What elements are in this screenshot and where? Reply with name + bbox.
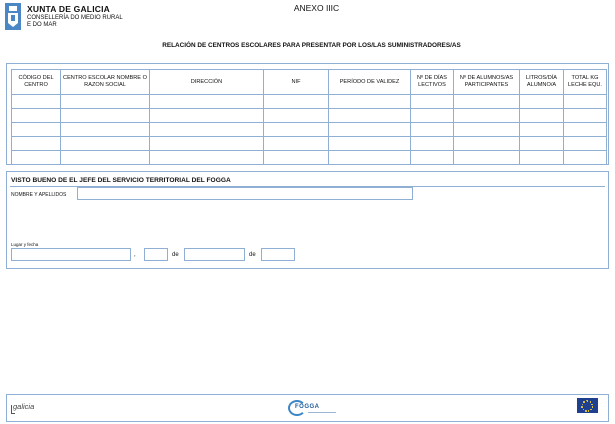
column-header: PERÍODO DE VALIDEZ [329, 70, 411, 95]
column-header: Nº DE ALUMNOS/AS PARTICIPANTES [454, 70, 520, 95]
table-cell[interactable] [564, 137, 607, 151]
galicia-logo: galicia [13, 402, 35, 411]
de-separator: de [172, 252, 179, 258]
table-cell[interactable] [520, 109, 564, 123]
fogga-wordmark: FOGGA [295, 404, 320, 410]
table-cell[interactable] [564, 123, 607, 137]
table-cell[interactable] [150, 151, 264, 165]
table-cell[interactable] [150, 95, 264, 109]
place-field[interactable] [11, 248, 131, 261]
table-cell[interactable] [520, 123, 564, 137]
table-cell[interactable] [264, 137, 329, 151]
table-cell[interactable] [12, 123, 61, 137]
table-row [12, 95, 607, 109]
table-row [12, 137, 607, 151]
annex-label: ANEXO IIIC [293, 3, 340, 13]
eu-caption [576, 414, 599, 417]
table-cell[interactable] [411, 151, 454, 165]
table-cell[interactable] [329, 95, 411, 109]
table-cell[interactable] [12, 109, 61, 123]
fogga-underline [308, 412, 336, 413]
table-cell[interactable] [454, 137, 520, 151]
table-cell[interactable] [564, 95, 607, 109]
table-cell[interactable] [329, 151, 411, 165]
column-header: CÓDIGO DEL CENTRO [12, 70, 61, 95]
table-cell[interactable] [454, 123, 520, 137]
place-date-label: Lugar y fecha [11, 242, 39, 247]
table-cell[interactable] [329, 137, 411, 151]
name-field[interactable] [77, 187, 413, 200]
table-cell[interactable] [12, 151, 61, 165]
comma-separator: , [134, 252, 136, 258]
table-cell[interactable] [12, 137, 61, 151]
column-header: Nº DE DÍAS LECTIVOS [411, 70, 454, 95]
fogga-logo [288, 399, 336, 419]
table-cell[interactable] [61, 109, 150, 123]
table-cell[interactable] [61, 137, 150, 151]
table-cell[interactable] [329, 109, 411, 123]
table-cell[interactable] [520, 137, 564, 151]
table-cell[interactable] [520, 95, 564, 109]
column-header: TOTAL KG LECHE EQU. [564, 70, 607, 95]
centers-table [11, 69, 607, 165]
table-cell[interactable] [150, 109, 264, 123]
name-label: NOMBRE Y APELLIDOS [11, 192, 67, 198]
table-cell[interactable] [150, 137, 264, 151]
eu-flag-icon [577, 398, 598, 413]
table-cell[interactable] [12, 95, 61, 109]
table-cell[interactable] [564, 109, 607, 123]
table-cell[interactable] [454, 109, 520, 123]
table-cell[interactable] [411, 137, 454, 151]
organization-name: XUNTA DE GALICIA [27, 4, 111, 14]
table-row [12, 109, 607, 123]
table-cell[interactable] [264, 123, 329, 137]
table-row [12, 151, 607, 165]
table-cell[interactable] [61, 95, 150, 109]
table-cell[interactable] [520, 151, 564, 165]
year-field[interactable] [261, 248, 295, 261]
table-cell[interactable] [564, 151, 607, 165]
table-header-row [12, 70, 607, 95]
department-name: CONSELLERÍA DO MEDIO RURAL E DO MAR [27, 15, 123, 28]
column-header: LITROS/DÍA ALUMNO/A [520, 70, 564, 95]
table-cell[interactable] [454, 151, 520, 165]
approval-panel [6, 171, 609, 269]
column-header: DIRECCIÓN [150, 70, 264, 95]
table-cell[interactable] [150, 123, 264, 137]
table-cell[interactable] [264, 109, 329, 123]
column-header: NIF [264, 70, 329, 95]
footer-bar [6, 394, 609, 422]
table-cell[interactable] [264, 95, 329, 109]
column-header: CENTRO ESCOLAR NOMBRE O RAZON SOCIAL [61, 70, 150, 95]
de-separator: de [249, 252, 256, 258]
table-cell[interactable] [411, 123, 454, 137]
table-cell[interactable] [61, 151, 150, 165]
document-title: RELACIÓN DE CENTROS ESCOLARES PARA PRESENTAR POR LOS/LAS SUMINISTRADORES/AS [162, 42, 461, 49]
approval-title: VISTO BUENO DE EL JEFE DEL SERVICIO TERRITORIAL DEL FOGGA [11, 177, 231, 184]
table-cell[interactable] [411, 95, 454, 109]
table-cell[interactable] [329, 123, 411, 137]
month-field[interactable] [184, 248, 245, 261]
centers-table-body [12, 95, 607, 165]
table-cell[interactable] [264, 151, 329, 165]
table-row [12, 123, 607, 137]
centers-table-panel [6, 63, 609, 165]
table-cell[interactable] [454, 95, 520, 109]
day-field[interactable] [144, 248, 168, 261]
table-cell[interactable] [411, 109, 454, 123]
table-cell[interactable] [61, 123, 150, 137]
